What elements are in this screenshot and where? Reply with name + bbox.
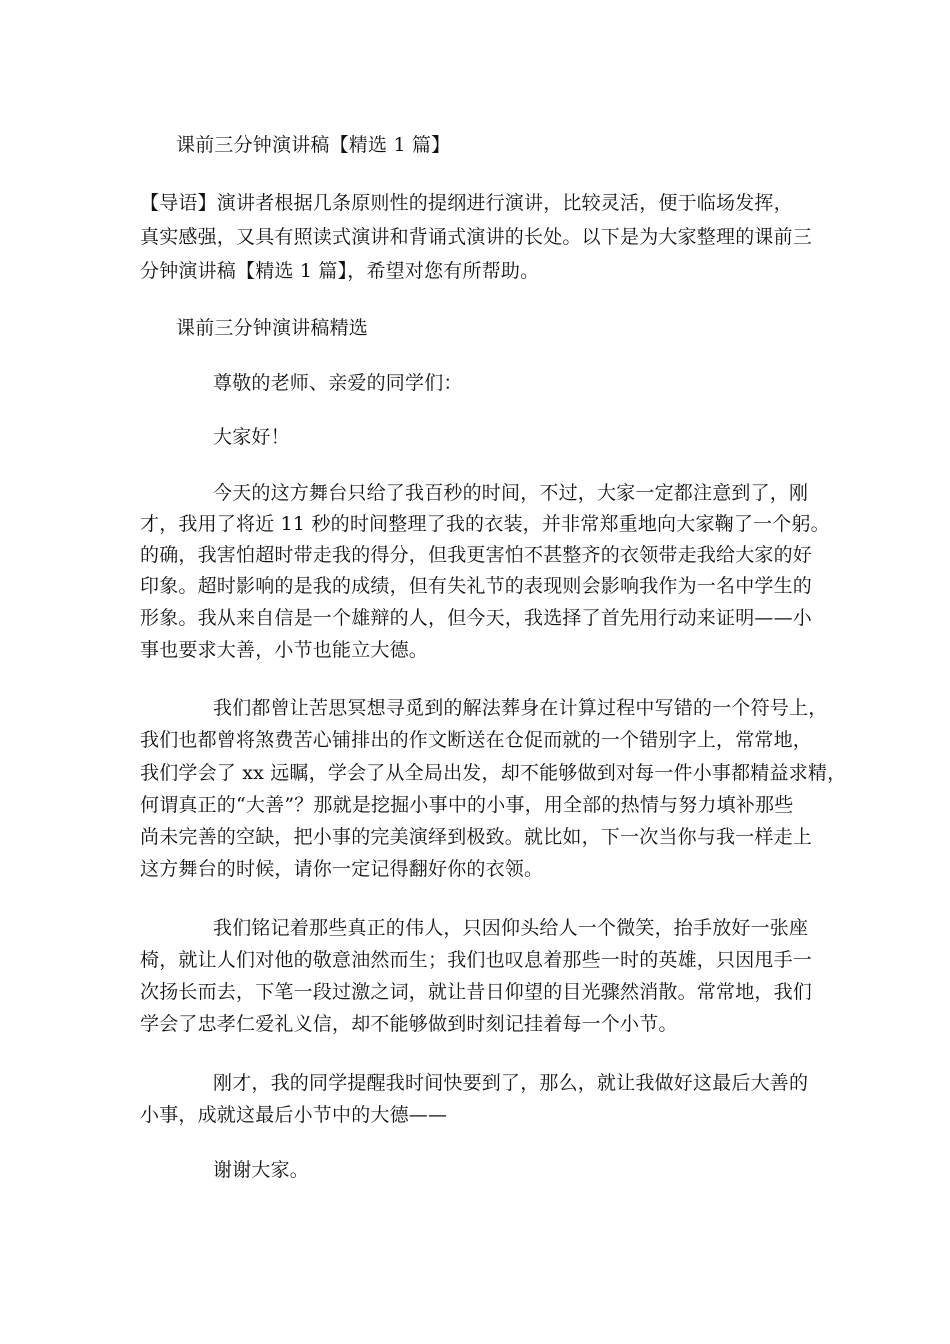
paragraph-1-line-2: 才，我用了将近 11 秒的时间整理了我的衣装，并非常郑重地向大家鞠了一个躬。 <box>140 513 830 535</box>
paragraph-3-line-4: 学会了忠孝仁爱礼义信，却不能够做到时刻记挂着每一个小节。 <box>140 1013 678 1035</box>
paragraph-2-line-5: 尚未完善的空缺，把小事的完美演绎到极致。就比如，下一次当你与我一样走上 <box>140 826 813 848</box>
paragraph-3-line-1: 我们铭记着那些真正的伟人，只因仰头给人一个微笑，抬手放好一张座 <box>213 917 809 939</box>
paragraph-4-line-2: 小事，成就这最后小节中的大德—— <box>140 1104 448 1126</box>
paragraph-3-line-3: 次扬长而去，下笔一段过激之词，就让昔日仰望的目光骤然消散。常常地，我们 <box>140 981 813 1003</box>
paragraph-2-line-1: 我们都曾让苦思冥想寻觅到的解法葬身在计算过程中写错的一个符号上， <box>213 697 828 719</box>
salutation: 尊敬的老师、亲爱的同学们： <box>213 372 463 394</box>
paragraph-2-line-4: 何谓真正的“大善”？那就是挖掘小事中的小事，用全部的热情与努力填补那些 <box>140 794 794 816</box>
document-title: 课前三分钟演讲稿【精选 1 篇】 <box>176 134 451 156</box>
paragraph-4-line-1: 刚才，我的同学提醒我时间快要到了，那么，就让我做好这最后大善的 <box>213 1072 809 1094</box>
paragraph-1-line-3: 的确，我害怕超时带走我的得分，但我更害怕不甚整齐的衣领带走我给大家的好 <box>140 544 813 566</box>
intro-line-2: 真实感强，又具有照读式演讲和背诵式演讲的长处。以下是为大家整理的课前三 <box>140 226 813 248</box>
intro-line-1: 【导语】演讲者根据几条原则性的提纲进行演讲，比较灵活，便于临场发挥， <box>140 192 793 214</box>
paragraph-2-line-6: 这方舞台的时候，请你一定记得翻好你的衣领。 <box>140 858 544 880</box>
paragraph-1-line-4: 印象。超时影响的是我的成绩，但有失礼节的表现则会影响我作为一名中学生的 <box>140 575 813 597</box>
paragraph-1-line-6: 事也要求大善，小节也能立大德。 <box>140 639 429 661</box>
closing: 谢谢大家。 <box>213 1159 310 1181</box>
paragraph-2-line-2: 我们也都曾将煞费苦心铺排出的作文断送在仓促而就的一个错别字上，常常地， <box>140 729 813 751</box>
greeting: 大家好！ <box>213 426 290 448</box>
section-heading: 课前三分钟演讲稿精选 <box>176 317 369 339</box>
paragraph-1-line-5: 形象。我从来自信是一个雄辩的人，但今天，我选择了首先用行动来证明——小 <box>140 607 813 629</box>
paragraph-2-line-3: 我们学会了 xx 远瞩，学会了从全局出发，却不能够做到对每一件小事都精益求精， <box>140 762 847 784</box>
intro-line-3: 分钟演讲稿【精选 1 篇】，希望对您有所帮助。 <box>140 260 540 282</box>
paragraph-3-line-2: 椅，就让人们对他的敬意油然而生；我们也叹息着那些一时的英雄，只因甩手一 <box>140 949 813 971</box>
paragraph-1-line-1: 今天的这方舞台只给了我百秒的时间，不过，大家一定都注意到了，刚 <box>213 482 809 504</box>
